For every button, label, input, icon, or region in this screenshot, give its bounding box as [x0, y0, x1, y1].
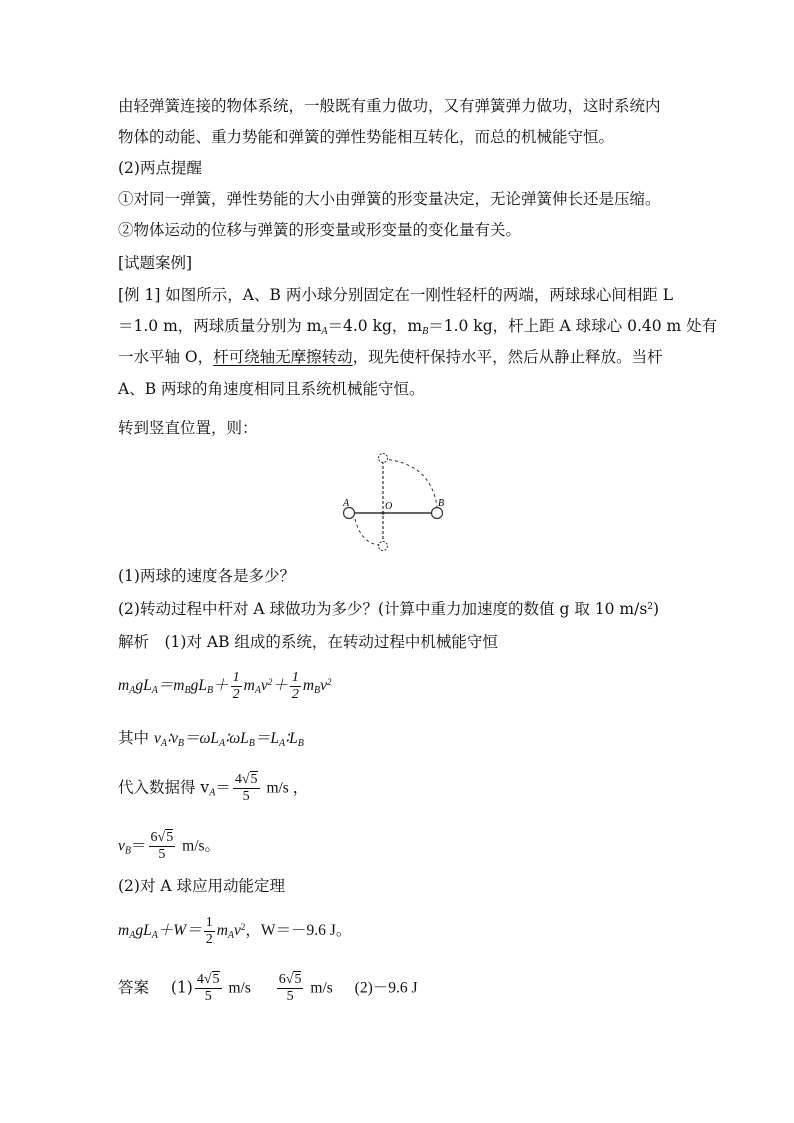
subscript: A — [254, 685, 261, 697]
superscript: 2 — [647, 602, 654, 612]
example-line-1: [例 1] 如图所示，A、B 两小球分别固定在一刚性轻杆的两端，两球球心间相距 L — [118, 286, 674, 304]
coefficient: 4 — [196, 972, 204, 987]
path-arc-a — [355, 519, 379, 545]
denominator: 2 — [232, 687, 240, 702]
radicand: 5 — [250, 772, 258, 787]
part-2-heading: (2)对 A 球应用动能定理 — [118, 877, 286, 895]
eq-term: ＝m — [157, 677, 185, 695]
eq-term: gL — [190, 677, 207, 695]
denominator: 5 — [158, 847, 166, 862]
numerator: 1 — [205, 915, 213, 930]
equals: ＝ — [215, 778, 231, 797]
eq-term: v — [260, 677, 268, 695]
answer-label: 答案 — [118, 978, 150, 997]
path-arc-b — [383, 459, 437, 507]
superscript: 2 — [327, 677, 332, 688]
subscript: B — [297, 738, 304, 749]
example-text: ＝1.0 kg，杆上距 A 球球心 0.40 m 处有 — [428, 317, 718, 335]
paragraph-line-1: 由轻弹簧连接的物体系统，一般既有重力做功，又有弹簧弹力做功，这时系统内 — [118, 97, 661, 115]
example-line-3 — [118, 347, 663, 367]
energy-equation — [118, 670, 332, 703]
question-2 — [118, 597, 659, 619]
fraction-half — [231, 670, 242, 703]
numerator: 6√5 — [278, 972, 302, 987]
coefficient: 6 — [278, 972, 286, 987]
section-heading-two-points: (2)两点提醒 — [118, 159, 202, 177]
ratio-term: ∶v — [166, 730, 178, 747]
denominator: 2 — [291, 687, 299, 702]
answer-part-1: (1) — [170, 978, 193, 997]
question-text: ) — [653, 600, 660, 618]
superscript: 2 — [267, 677, 273, 688]
denominator: 5 — [204, 989, 212, 1004]
section-heading-examples: [试题案例] — [118, 254, 193, 272]
fraction-half — [290, 670, 301, 703]
radicand: 5 — [294, 972, 302, 987]
example-line-5: 转到竖直位置，则： — [118, 419, 258, 437]
numerator: 4√5 — [196, 972, 220, 987]
fraction-half — [204, 915, 215, 948]
unit: m/s — [310, 979, 333, 997]
radicand: 5 — [166, 830, 174, 845]
subscript: A — [279, 738, 286, 749]
superscript: 2 — [240, 922, 246, 933]
subscript: A — [209, 787, 216, 799]
subscript: A — [129, 930, 136, 942]
example-text: 一水平轴 O， — [118, 348, 214, 366]
ratio-term: ＝L — [254, 730, 279, 747]
rod-diagram — [335, 445, 455, 555]
subscript: A — [151, 685, 158, 697]
subscript: A — [160, 738, 167, 749]
example-line-2 — [118, 316, 717, 342]
ratio-term: ＝ωL — [183, 730, 220, 747]
fraction-answer-va — [195, 972, 222, 1005]
subscript: B — [422, 326, 429, 337]
ratio-term: ∶L — [285, 730, 298, 747]
denominator: 5 — [242, 789, 250, 804]
subscript: B — [184, 685, 191, 697]
numerator: 1 — [291, 670, 299, 685]
example-text: ＝1.0 m，两球质量分别为 m — [118, 317, 322, 335]
subscript: B — [177, 738, 184, 749]
eq-term: m — [118, 677, 130, 695]
ball-a — [344, 508, 355, 519]
subscript: A — [227, 930, 235, 942]
unit: m/s — [228, 979, 251, 997]
numerator: 1 — [232, 670, 240, 685]
eq-term: v — [234, 922, 241, 940]
velocity-ratio — [118, 728, 304, 754]
eq-term: m — [216, 922, 228, 940]
subscript: A — [129, 685, 136, 697]
equals: ＝ — [131, 836, 147, 855]
coefficient: 4 — [234, 772, 242, 787]
ratio-term: v — [153, 730, 161, 747]
ratio-prefix: 其中 — [118, 729, 154, 747]
fraction-vb — [149, 830, 176, 863]
underlined-key-phrase: 杆可绕轴无摩擦转动 — [213, 348, 353, 366]
answer-part-2: (2)－9.6 J — [354, 979, 418, 997]
point-2: ②物体运动的位移与弹簧的形变量或形变量的变化量有关。 — [118, 221, 522, 239]
subscript: A — [219, 738, 226, 749]
eq-term: ＋ — [272, 677, 288, 695]
eq-term: ＋ — [213, 677, 229, 695]
ball-a-final — [379, 542, 388, 551]
fraction-va — [233, 772, 260, 805]
eq-term: gL — [135, 677, 152, 695]
eq-term: ，W＝－9.6 J。 — [245, 922, 352, 940]
paragraph-line-2: 物体的动能、重力势能和弹簧的弹性势能相互转化，而总的机械能守恒。 — [118, 128, 615, 146]
ratio-term: ∶ωL — [225, 730, 249, 747]
subscript: B — [206, 685, 214, 697]
eq-term: ＋W＝ — [157, 922, 202, 940]
example-line-4: A、B 两球的角速度相同且系统机械能守恒。 — [118, 380, 425, 398]
work-equation — [118, 915, 351, 948]
eq-term: v — [320, 677, 328, 695]
radicand: 5 — [212, 972, 220, 987]
eq-term: m — [243, 677, 255, 695]
eq-term: gL — [135, 922, 152, 940]
example-text: ，现先使杆保持水平，然后从静止释放。当杆 — [352, 348, 663, 366]
subscript: A — [151, 930, 158, 942]
label-b: B — [438, 498, 445, 509]
eq-term: m — [118, 922, 130, 940]
va-prefix: 代入数据得 v — [118, 778, 210, 797]
ball-b-final — [379, 454, 388, 463]
vb-symbol: v — [118, 837, 125, 855]
question-1: (1)两球的速度各是多少？ — [118, 567, 295, 585]
denominator: 2 — [205, 932, 213, 947]
point-1: ①对同一弹簧，弹性势能的大小由弹簧的形变量决定，无论弹簧伸长还是压缩。 — [118, 190, 661, 208]
unit: m/s ， — [266, 779, 309, 797]
numerator: 4√5 — [234, 772, 258, 787]
unit: m/s。 — [182, 837, 221, 855]
denominator: 5 — [286, 989, 294, 1004]
eq-term: m — [302, 677, 315, 695]
answer-line — [118, 972, 418, 1005]
coefficient: 6 — [150, 830, 158, 845]
ball-b — [432, 508, 443, 519]
subscript: B — [124, 845, 131, 857]
vb-result — [118, 830, 220, 863]
label-o: O — [385, 501, 393, 512]
subscript: B — [314, 685, 321, 697]
example-text: ＝4.0 kg，m — [327, 317, 423, 335]
question-text: (2)转动过程中杆对 A 球做功为多少？(计算中重力加速度的数值 g 取 10 m/s — [118, 600, 648, 618]
va-result — [118, 772, 308, 805]
numerator: 6√5 — [150, 830, 174, 845]
fraction-answer-vb — [277, 972, 304, 1005]
label-a: A — [343, 498, 350, 509]
solution-heading: 解析 (1)对 AB 组成的系统，在转动过程中机械能守恒 — [118, 633, 498, 651]
subscript: B — [248, 738, 255, 749]
subscript: A — [321, 326, 328, 337]
